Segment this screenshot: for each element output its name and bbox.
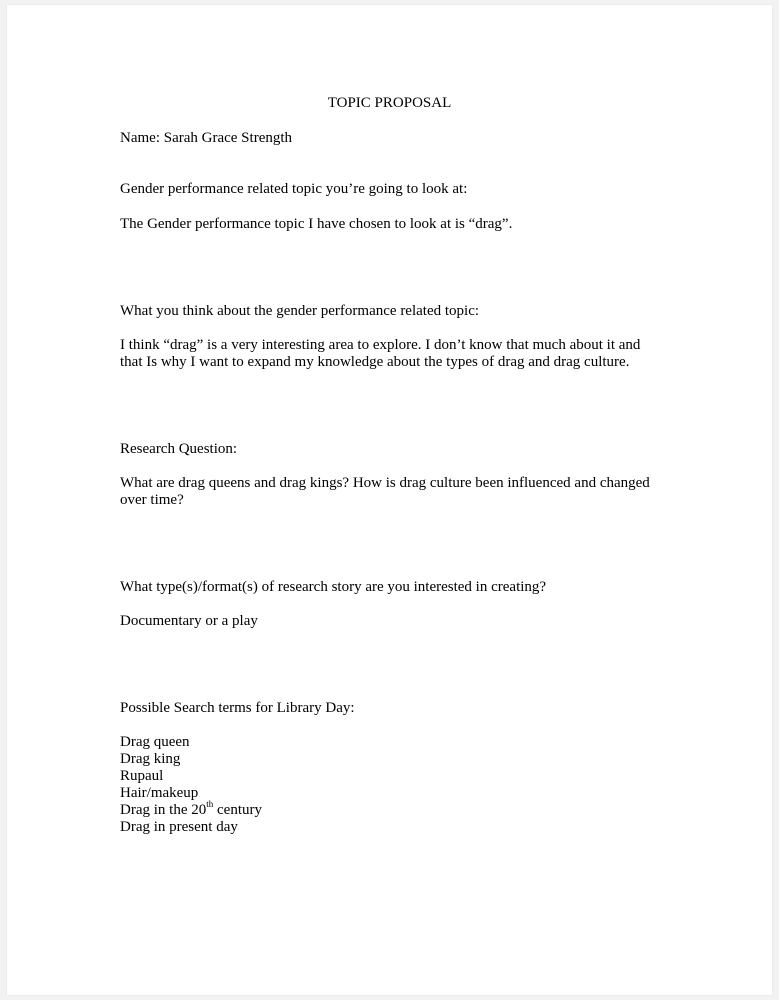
section-1-answer: The Gender performance topic I have chosen to look at is “drag”. [120, 216, 513, 232]
section-3-question: Research Question: [120, 441, 238, 457]
search-terms-list [120, 734, 262, 836]
century-term-prefix: Drag in the 20 [120, 802, 207, 818]
search-term-item: Drag in present day [120, 819, 238, 835]
document-page [7, 5, 772, 995]
section-2-answer: I think “drag” is a very interesting area to explore. I don’t know that much about it and that Is why I want to expand my knowledge about the types of drag and drag culture. [120, 337, 641, 370]
search-term-item: Drag queen [120, 734, 190, 750]
search-terms-heading: Possible Search terms for Library Day: [120, 700, 355, 716]
search-term-item-century [120, 799, 262, 819]
search-term-item: Hair/makeup [120, 785, 199, 801]
search-term-item: Rupaul [120, 768, 164, 784]
section-1-question: Gender performance related topic you’re going to look at: [120, 181, 468, 197]
section-4-answer: Documentary or a play [120, 613, 258, 629]
section-4-question: What type(s)/format(s) of research story are you interested in creating? [120, 579, 547, 595]
section-2-question: What you think about the gender performance related topic: [120, 303, 480, 319]
section-3-answer: What are drag queens and drag kings? How is drag culture been influenced and changed over time? [120, 475, 650, 508]
search-term-item: Drag king [120, 751, 181, 767]
document-title: TOPIC PROPOSAL [327, 95, 452, 111]
century-term-suffix: century [213, 802, 262, 818]
century-term-superscript: th [206, 799, 214, 809]
name-line: Name: Sarah Grace Strength [120, 130, 293, 146]
